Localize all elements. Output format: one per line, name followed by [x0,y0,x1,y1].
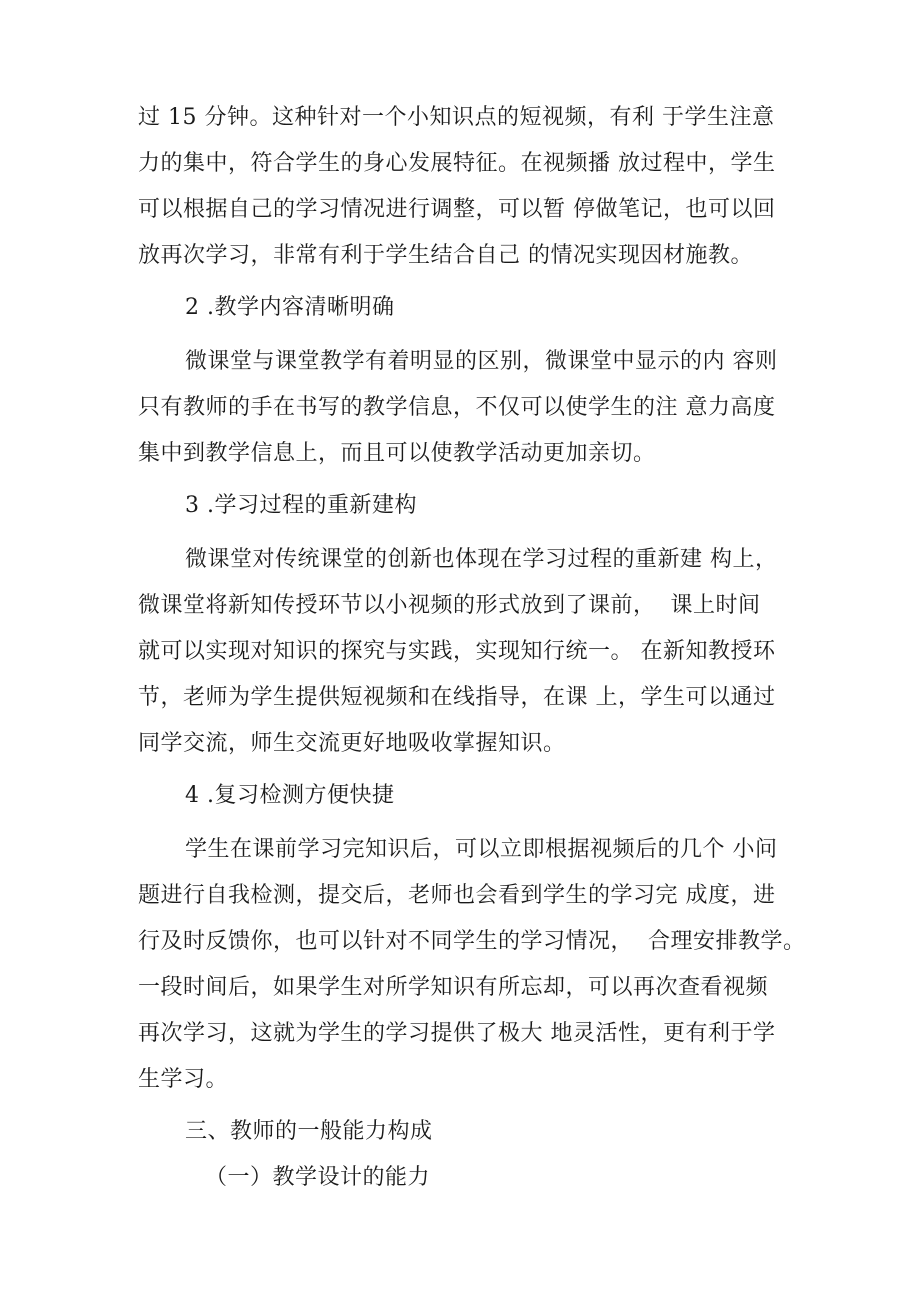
body-line: 行及时反馈你，也可以针对不同学生的学习情况， 合理安排教学。 [138,929,806,954]
body-line: 可以根据自己的学习情况进行调整，可以暂 停做笔记，也可以回 [138,197,776,222]
body-line: 同学交流，师生交流更好地吸收掌握知识。 [138,731,566,756]
body-line: 微课堂与课堂教学有着明显的区别，微课堂中显示的内 容则 [185,349,778,374]
body-line: 力的集中，符合学生的身心发展特征。在视频播 放过程中，学生 [138,151,776,176]
body-line: 再次学习，这就为学生的学习提供了极大 地灵活性，更有利于学 [138,1021,776,1046]
body-line: 学生在课前学习完知识后，可以立即根据视频后的几个 小问 [185,837,778,862]
body-line: 节，老师为学生提供短视频和在线指导，在课 上，学生可以通过 [138,685,776,710]
body-line: 生学习。 [138,1067,229,1092]
section-heading-4: 4 .复习检测方便快捷 [185,783,395,808]
body-line: 集中到教学信息上，而且可以使教学活动更加亲切。 [138,441,656,466]
body-line: 题进行自我检测，提交后，老师也会看到学生的学习完 成度，进 [138,883,776,908]
body-line: 就可以实现对知识的探究与实践，实现知行统一。 在新知教授环 [138,639,776,664]
chapter-heading: 三、教师的一般能力构成 [185,1119,433,1144]
body-line: 过 15 分钟。这种针对一个小知识点的短视频，有利 于学生注意 [138,105,775,130]
body-line: 微课堂将新知传授环节以小视频的形式放到了课前， 课上时间 [138,593,761,618]
subsection-heading: （一）教学设计的能力 [205,1165,431,1190]
body-line: 一段时间后，如果学生对所学知识有所忘却，可以再次查看视频 [138,975,769,1000]
section-heading-3: 3 .学习过程的重新建构 [185,493,417,518]
section-heading-2: 2 .教学内容清晰明确 [185,295,395,320]
body-line: 微课堂对传统课堂的创新也体现在学习过程的重新建 构上， [185,547,778,572]
body-line: 只有教师的手在书写的教学信息，不仅可以使学生的注 意力高度 [138,395,776,420]
body-line: 放再次学习，非常有利于学生结合自己 的情况实现因材施教。 [138,243,753,268]
